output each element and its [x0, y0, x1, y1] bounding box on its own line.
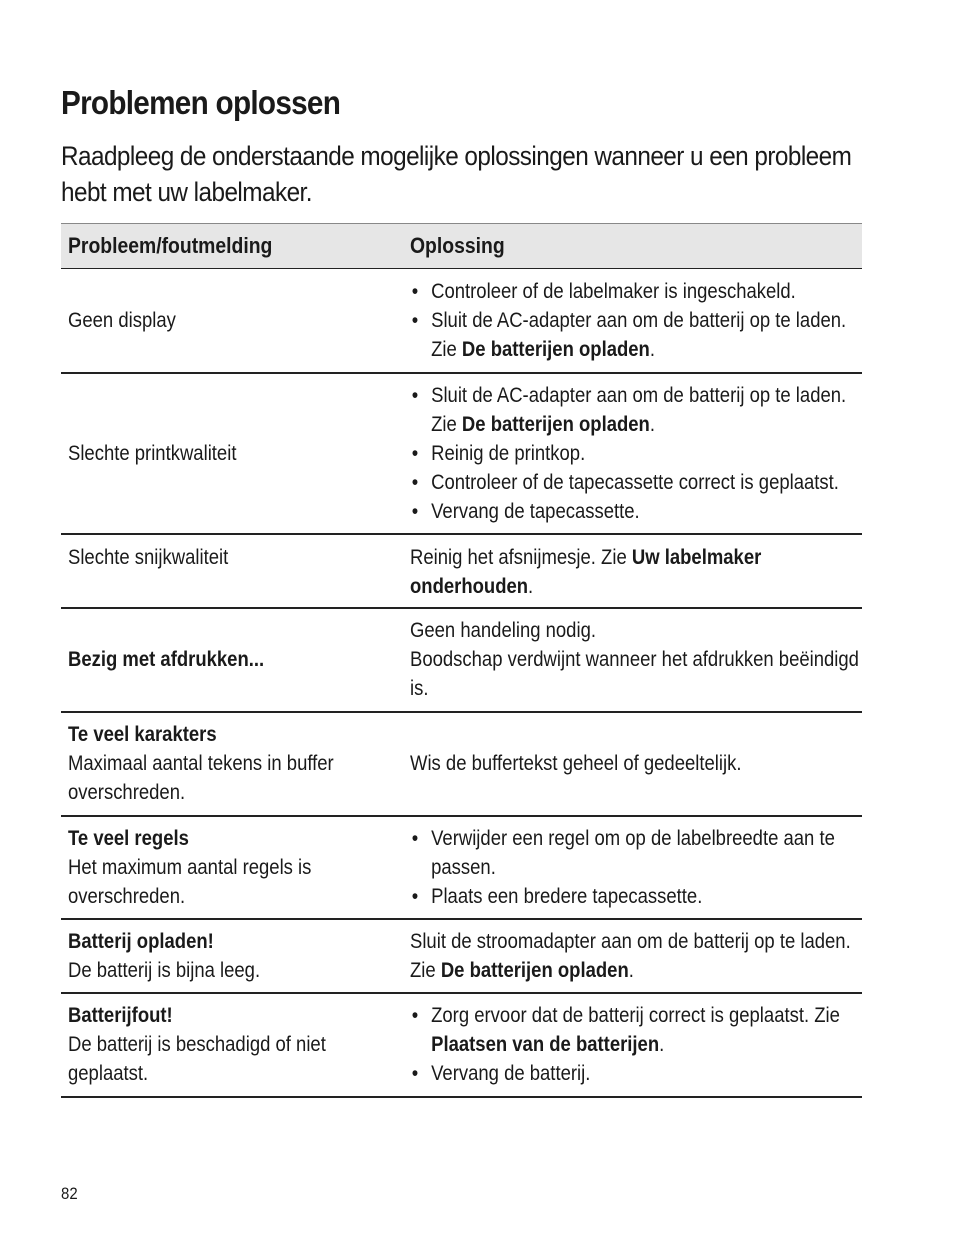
table-row — [61, 816, 862, 919]
table-row — [61, 919, 862, 993]
solution-item: • Verwijder een regel om op de labelbreedte aan te passen. — [410, 824, 859, 882]
problem-cell — [61, 816, 403, 919]
problem-description: De batterij is beschadigd of niet geplaatst. — [68, 1033, 326, 1085]
solution-item: • Zorg ervoor dat de batterij correct is geplaatst. Zie Plaatsen van de batterijen. — [410, 1001, 859, 1059]
problem-description: Maximaal aantal tekens in buffer overschreden. — [68, 752, 334, 804]
solution-cell — [403, 993, 862, 1097]
problem-cell — [61, 712, 403, 816]
problem-title: Te veel regels — [68, 826, 189, 850]
solution-cell — [403, 608, 862, 712]
header-solution: Oplossing — [403, 224, 862, 269]
problem-cell: Geen display — [61, 269, 403, 373]
solution-item: • Controleer of de labelmaker is ingeschakeld. — [410, 277, 859, 306]
problem-description: De batterij is bijna leeg. — [68, 958, 261, 982]
solution-item: • Vervang de tapecassette. — [410, 497, 859, 526]
problem-title: Bezig met afdrukken... — [68, 648, 265, 671]
table-header-row — [61, 224, 862, 269]
solution-cell — [403, 816, 862, 919]
solution-item: • Sluit de AC-adapter aan om de batterij op te laden. Zie De batterijen opladen. — [410, 306, 859, 364]
troubleshooting-table — [61, 223, 862, 1098]
page-number: 82 — [61, 1184, 78, 1203]
solution-item: • Plaats een bredere tapecassette. — [410, 882, 859, 911]
problem-title: Te veel karakters — [68, 723, 217, 746]
page-title: Problemen oplossen — [61, 84, 341, 121]
solution-item: • Controleer of de tapecassette correct is geplaatst. — [410, 468, 859, 497]
solution-text: Sluit de stroomadapter aan om de batterij op te laden. Zie De batterijen opladen. — [410, 929, 851, 982]
problem-cell — [61, 919, 403, 993]
solution-cell — [403, 269, 862, 373]
solution-cell — [403, 919, 862, 993]
problem-cell — [61, 993, 403, 1097]
intro-text: Raadpleeg de onderstaande mogelijke oplossingen wanneer u een probleem hebt met uw labelmaker. — [61, 141, 852, 207]
problem-cell: Slechte printkwaliteit — [61, 373, 403, 534]
table-row — [61, 534, 862, 608]
problem-cell — [61, 608, 403, 712]
problem-description: Het maximum aantal regels is overschreden. — [68, 855, 312, 908]
solution-cell — [403, 534, 862, 608]
table-row — [61, 373, 862, 534]
solution-line: Geen handeling nodig. — [410, 619, 596, 642]
solution-cell — [403, 712, 862, 816]
problem-title: Batterijfout! — [68, 1004, 173, 1027]
table-row — [61, 993, 862, 1097]
problem-cell: Slechte snijkwaliteit — [61, 534, 403, 608]
solution-item: • Vervang de batterij. — [410, 1059, 859, 1088]
table-row — [61, 269, 862, 373]
solution-line: Boodschap verdwijnt wanneer het afdrukken beëindigd is. — [410, 648, 859, 700]
problem-title: Batterij opladen! — [68, 929, 214, 953]
header-problem: Probleem/foutmelding — [61, 224, 403, 269]
table-row — [61, 608, 862, 712]
table-row — [61, 712, 862, 816]
solution-item: • Reinig de printkop. — [410, 439, 859, 468]
solution-text: Wis de buffertekst geheel of gedeeltelijk. — [410, 752, 742, 775]
solution-text: Reinig het afsnijmesje. Zie Uw labelmaker onderhouden. — [410, 545, 762, 598]
solution-cell — [403, 373, 862, 534]
solution-item: • Sluit de AC-adapter aan om de batterij op te laden. Zie De batterijen opladen. — [410, 381, 859, 439]
